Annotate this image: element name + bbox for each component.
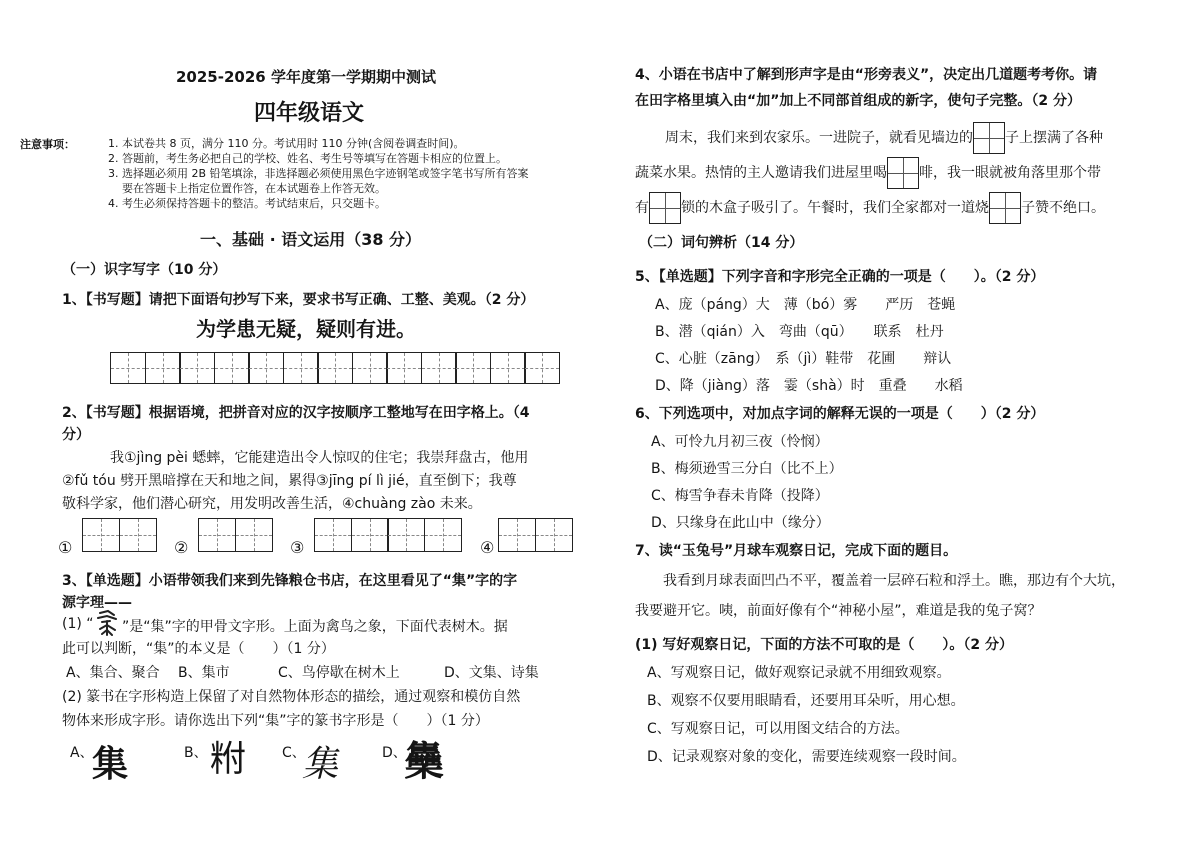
grid-cell[interactable] [214,352,250,384]
question-4-cont: 在田字格里填入由“加”加上不同部首组成的新字，使句子完整。（2 分） [635,93,1082,109]
q5-option-b[interactable]: B、潜（qián）入 弯曲（qū） 联系 杜丹 [655,324,944,340]
grid-cell[interactable] [386,352,422,384]
q7-option-a[interactable]: A、写观察日记，做好观察记录就不用细致观察。 [647,665,951,681]
question-3: 3、【单选题】小语带领我们来到先锋粮仓书店，在这里看见了“集”字的字 [62,573,518,589]
notice-item: 2. 答题前，考生务必把自己的学校、姓名、考生号等填写在答题卡相应的位置上。 [108,152,507,165]
q3-sub1-prefix: (1) “ [62,616,94,632]
q2-passage-line: ②fǔ tóu 劈开黑暗撑在天和地之间，累得③jīng pí lì jié，直至倒下；我尊 [62,473,517,489]
writing-grid[interactable] [110,352,559,384]
question-6: 6、下列选项中，对加点字词的解释无误的一项是（ ）（2 分） [635,406,1045,422]
fill-box[interactable] [887,157,919,189]
grid-cell[interactable] [283,352,319,384]
seal-glyph-c: 集 [302,744,339,785]
grid-cell[interactable] [82,518,120,552]
q3-option-a[interactable]: A、集合、聚合 [66,665,160,681]
question-7: 7、读“玉兔号”月球车观察日记，完成下面的题目。 [635,543,958,559]
q6-option-b[interactable]: B、梅须逊雪三分白（比不上） [651,461,843,477]
q3-option-d[interactable]: D、文集、诗集 [444,665,539,681]
left-column [0,0,590,847]
copy-sentence: 为学患无疑，疑则有进。 [196,317,416,341]
answer-grid-1[interactable] [82,518,155,552]
q7-option-c[interactable]: C、写观察日记，可以用图文结合的方法。 [647,721,909,737]
q4-text: 子赞不绝口。 [1021,200,1105,216]
grid-cell[interactable] [119,518,157,552]
grid-cell[interactable] [490,352,526,384]
answer-mark-2: ② [174,538,189,557]
q4-passage-line [665,122,1103,154]
q3-seal-option-c-label[interactable]: C、 [282,745,306,761]
right-column [605,0,1195,847]
grid-cell[interactable] [424,518,462,552]
seal-glyph-b: 𥹃 [210,739,247,780]
grid-cell[interactable] [198,518,236,552]
grid-cell[interactable] [351,518,389,552]
q3-sub2-text-cont: 物体来形成字形。请你选出下列“集”字的篆书字形是（ ）（1 分） [62,713,489,729]
answer-grid-2[interactable] [198,518,271,552]
seal-glyph-a: 集 [92,743,129,785]
grid-cell[interactable] [248,352,284,384]
q3-sub1-text-cont: 此可以判断，“集”的本义是（ ）（1 分） [62,641,335,657]
fill-box[interactable] [649,192,681,224]
notice-item: 1. 本试卷共 8 页，满分 110 分。考试用时 110 分钟(含阅卷调查时间)。 [108,137,465,150]
q5-option-a[interactable]: A、庞（páng）大 薄（bó）雾 严历 苍蝇 [655,297,956,313]
q3-sub1-text: ”是“集”字的甲骨文字形。上面为禽鸟之象，下面代表树木。据 [122,619,508,635]
notice-item: 3. 选择题必须用 2B 铅笔填涂，非选择题必须使用黑色字迹钢笔或签字笔书写所有答案 [108,167,529,180]
notice-label: 注意事项： [20,138,75,151]
fill-box[interactable] [973,122,1005,154]
grid-cell[interactable] [524,352,560,384]
question-1: 1、【书写题】请把下面语句抄写下来，要求书写正确、工整、美观。（2 分） [62,292,535,308]
grid-cell[interactable] [455,352,491,384]
q4-text: 有 [635,200,649,216]
grid-cell[interactable] [352,352,388,384]
question-3-cont: 源字理—— [62,595,132,611]
fill-box[interactable] [989,192,1021,224]
grid-cell[interactable] [235,518,273,552]
q3-seal-option-d-label[interactable]: D、 [382,745,407,761]
q7-sub1: (1) 写好观察日记，下面的方法不可取的是（ ）。（2 分） [635,637,1014,653]
q2-passage-line: 敬科学家，他们潜心研究，用发明改善生活，④chuàng zào 未来。 [62,496,482,512]
q4-passage-line [635,192,1105,224]
grid-cell[interactable] [110,352,146,384]
notice-item: 4. 考生必须保持答题卡的整洁。考试结束后，只交题卡。 [108,197,386,210]
answer-grid-3[interactable] [314,518,460,552]
grid-cell[interactable] [535,518,573,552]
answer-mark-4: ④ [480,538,495,557]
subject-title: 四年级语文 [254,100,365,126]
question-2: 2、【书写题】根据语境，把拼音对应的汉字按顺序工整地写在田字格上。（4 [62,405,530,421]
q4-text: 周末，我们来到农家乐。一进院子，就看见墙边的 [665,130,973,146]
q4-text: 啡，我一眼就被角落里那个带 [919,165,1101,181]
exam-year-title: 2025-2026 学年度第一学期期中测试 [176,68,436,86]
answer-mark-1: ① [58,538,73,557]
grid-cell[interactable] [179,352,215,384]
q6-option-c[interactable]: C、梅雪争春未肯降（投降） [651,488,829,504]
q3-option-b[interactable]: B、集市 [178,665,230,681]
q7-option-d[interactable]: D、记录观察对象的变化，需要连续观察一段时间。 [647,749,966,765]
q4-passage-line [635,157,1101,189]
seal-glyph-d: 雧 [404,738,444,785]
q5-option-d[interactable]: D、降（jiàng）落 霎（shà）时 重叠 水稻 [655,378,963,394]
question-4: 4、小语在书店中了解到形声字是由“形旁表义”，决定出几道题考考你。请 [635,67,1098,83]
question-5: 5、【单选题】下列字音和字形完全正确的一项是（ ）。（2 分） [635,269,1045,285]
q3-seal-option-b-label[interactable]: B、 [184,745,208,761]
q4-text: 子上摆满了各种 [1005,130,1103,146]
q6-option-d[interactable]: D、只缘身在此山中（缘分） [651,515,830,531]
q7-passage-line: 我要避开它。咦，前面好像有个“神秘小屋”，难道是我的兔子窝？ [635,603,1042,619]
grid-cell[interactable] [317,352,353,384]
grid-cell[interactable] [387,518,425,552]
grid-cell[interactable] [498,518,536,552]
q6-option-a[interactable]: A、可怜九月初三夜（怜悯） [651,434,829,450]
q2-passage-line: 我①jìng pèi 蟋蟀，它能建造出令人惊叹的住宅；我崇拜盘古，他用 [110,450,529,466]
q7-option-b[interactable]: B、观察不仅要用眼睛看，还要用耳朵听，用心想。 [647,693,965,709]
sub1-title: （一）识字写字（10 分） [62,262,227,278]
section1-title: 一、基础 · 语文运用（38 分） [200,230,422,249]
q4-text: 锁的木盒子吸引了。午餐时，我们全家都对一道烧 [681,200,989,216]
grid-cell[interactable] [145,352,181,384]
question-2-cont: 分） [62,427,90,443]
grid-cell[interactable] [421,352,457,384]
sub2-title: （二）词句辨析（14 分） [639,235,804,251]
notice-item: 要在答题卡上指定位置作答，在本试题卷上作答无效。 [122,182,386,195]
q7-passage-line: 我看到月球表面凹凸不平，覆盖着一层碎石粒和浮土。瞧，那边有个大坑， [663,573,1125,589]
oracle-bone-ji-icon [94,609,120,637]
answer-grid-4[interactable] [498,518,571,552]
q4-text: 蔬菜水果。热情的主人邀请我们进屋里喝 [635,165,887,181]
answer-mark-3: ③ [290,538,305,557]
q5-option-c[interactable]: C、心脏（zāng） 系（jì）鞋带 花圃 辩认 [655,351,952,367]
q3-sub2-text: (2) 篆书在字形构造上保留了对自然物体形态的描绘，通过观察和模仿自然 [62,689,521,705]
q3-option-c[interactable]: C、鸟停歇在树木上 [278,665,400,681]
q3-seal-option-a-label[interactable]: A、 [70,745,94,761]
grid-cell[interactable] [314,518,352,552]
